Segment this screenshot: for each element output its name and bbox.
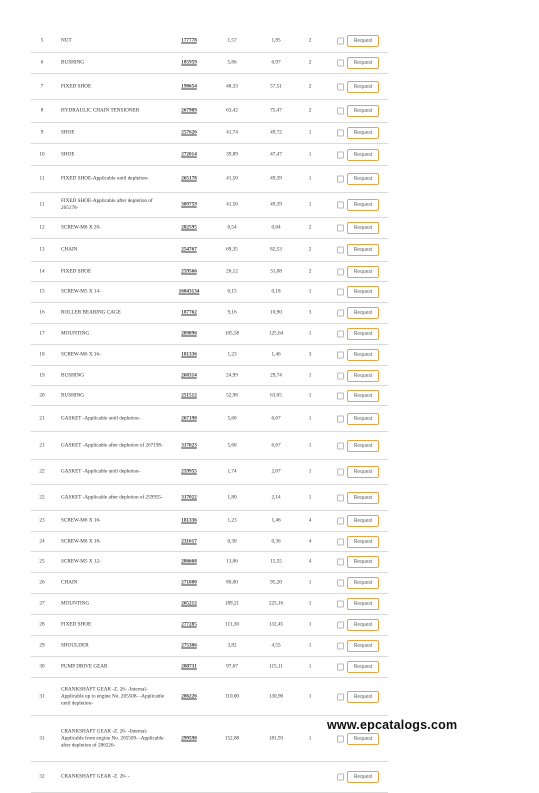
table-row — [31, 678, 388, 716]
quantity: 1 — [308, 642, 312, 649]
part-description: CRANKSHAFT GEAR -Z. 26- -Internal-Applicable from engine No. 205509- -Applicable after depletion of 286226- — [61, 728, 164, 748]
request-button[interactable]: Request — [347, 199, 379, 211]
part-number-link[interactable]: 267909 — [181, 107, 197, 114]
item-number: 13 — [39, 246, 45, 253]
quantity: 1 — [308, 372, 312, 378]
item-number: 26 — [39, 579, 45, 586]
price-net: 9,16 — [227, 309, 237, 316]
quantity: 4 — [308, 538, 312, 544]
table-row — [31, 100, 388, 123]
table-row — [31, 282, 388, 303]
request-button[interactable]: Request — [347, 661, 379, 673]
table-row — [31, 166, 388, 193]
item-number: 10 — [39, 151, 45, 157]
quantity: 4 — [308, 558, 312, 565]
price-gross: 181,93 — [268, 735, 284, 741]
quantity: 2 — [308, 268, 312, 274]
select-checkbox[interactable] — [337, 225, 344, 232]
item-number: 27 — [39, 600, 45, 607]
part-description: FIXED SHOE — [61, 621, 92, 628]
table-row — [31, 30, 388, 53]
price-gross: 49,39 — [270, 175, 282, 182]
price-gross: 225,16 — [268, 600, 284, 607]
select-checkbox[interactable] — [337, 38, 344, 45]
select-checkbox[interactable] — [337, 735, 344, 742]
select-checkbox[interactable] — [337, 310, 344, 317]
table-row — [31, 239, 388, 262]
quantity: 1 — [308, 579, 312, 586]
price-gross: 6,67 — [271, 415, 281, 421]
part-description: GASKET -Applicable after depletion of 267198- — [61, 442, 163, 448]
price-net: 1,74 — [227, 468, 237, 475]
part-description: BUSHING — [61, 392, 85, 398]
part-description: MOUNTING — [61, 330, 90, 337]
price-net: 5,60 — [227, 415, 237, 421]
select-checkbox[interactable] — [337, 83, 344, 90]
select-checkbox[interactable] — [337, 60, 344, 67]
part-number-link[interactable]: 275306 — [181, 642, 197, 649]
select-checkbox[interactable] — [337, 622, 344, 629]
part-number-link[interactable]: 272014 — [181, 151, 197, 157]
price-net: 3,82 — [227, 642, 237, 649]
item-number: 11 — [39, 175, 45, 182]
table-row — [31, 123, 388, 144]
price-net: 41,50 — [226, 201, 238, 208]
part-description: CRANKSHAFT GEAR -Z. 26- -Internal-Applicable up to engine No. 205508- -Applicable until depletion- — [61, 686, 165, 706]
table-row — [31, 386, 388, 406]
request-button[interactable]: Request — [347, 536, 379, 548]
part-number-link[interactable]: 299598 — [181, 735, 197, 741]
table-row — [31, 615, 388, 636]
select-checkbox[interactable] — [337, 331, 344, 338]
price-gross: 130,90 — [268, 693, 284, 699]
price-gross: 125,64 — [268, 330, 284, 337]
select-checkbox[interactable] — [337, 151, 344, 158]
quantity: 1 — [308, 468, 312, 475]
price-gross: 0,18 — [271, 288, 281, 295]
part-number-link[interactable]: 16043134 — [178, 288, 200, 295]
part-number-link[interactable]: 259955 — [181, 468, 197, 475]
request-button[interactable]: Request — [347, 619, 379, 631]
table-row — [31, 262, 388, 282]
select-checkbox[interactable] — [337, 392, 344, 399]
part-number-link[interactable]: 259566 — [181, 268, 197, 274]
part-number-link[interactable]: 286668 — [181, 558, 197, 565]
price-net: 0,15 — [227, 288, 237, 295]
part-description: BUSHING — [61, 59, 85, 66]
item-number: 17 — [39, 330, 45, 337]
price-net: 41,50 — [226, 175, 238, 182]
request-button[interactable]: Request — [347, 328, 379, 340]
price-gross: 0,64 — [271, 224, 281, 231]
price-gross: 1,85 — [271, 37, 281, 44]
part-description: SHOE — [61, 151, 75, 157]
table-row — [31, 636, 388, 657]
part-description: FIXED SHOE — [61, 268, 92, 274]
request-button[interactable]: Request — [347, 349, 379, 361]
quantity: 1 — [308, 175, 312, 182]
request-button[interactable]: Request — [347, 413, 379, 425]
table-row — [31, 406, 388, 432]
price-net: 13,06 — [226, 558, 238, 565]
request-button[interactable]: Request — [347, 127, 379, 139]
select-checkbox[interactable] — [337, 289, 344, 296]
select-checkbox[interactable] — [337, 372, 344, 379]
select-checkbox[interactable] — [337, 130, 344, 137]
quantity: 1 — [308, 735, 312, 741]
part-number-link[interactable]: 282595 — [181, 224, 197, 231]
table-row — [31, 485, 388, 511]
part-description: PUMP DRIVE GEAR — [61, 663, 108, 670]
select-checkbox[interactable] — [337, 469, 344, 476]
part-description: SCREW-M6 X 20- — [61, 224, 101, 231]
price-gross: 29,74 — [270, 372, 282, 378]
quantity: 2 — [308, 246, 312, 253]
request-button[interactable]: Request — [347, 691, 379, 703]
part-description: SCREW-M5 X 12- — [61, 558, 101, 565]
quantity: 1 — [308, 600, 312, 607]
price-gross: 2,14 — [271, 494, 281, 500]
quantity: 1 — [308, 621, 312, 628]
request-button[interactable]: Request — [347, 105, 379, 117]
price-gross: 6,97 — [271, 59, 281, 66]
select-checkbox[interactable] — [337, 538, 344, 545]
select-checkbox[interactable] — [337, 494, 344, 501]
part-number-link[interactable]: 317022 — [181, 494, 197, 500]
part-description: SHOULDER — [61, 642, 89, 649]
quantity: 1 — [308, 663, 312, 670]
part-description: CHAIN — [61, 579, 78, 586]
price-net: 97,67 — [226, 663, 238, 670]
part-number-link[interactable]: 271880 — [181, 579, 197, 586]
table-row — [31, 366, 388, 386]
part-number-link[interactable]: 231617 — [181, 538, 197, 544]
price-net: 52,98 — [226, 392, 238, 398]
price-net: 1,23 — [227, 517, 237, 524]
price-net: 1,57 — [227, 37, 237, 44]
part-number-link[interactable]: 286226 — [181, 693, 197, 699]
quantity: 3 — [308, 351, 312, 358]
table-row — [31, 218, 388, 239]
item-number: 28 — [39, 621, 45, 628]
part-number-link[interactable]: 187762 — [181, 309, 197, 316]
quantity: 4 — [308, 517, 312, 524]
table-row — [31, 193, 388, 218]
table-row — [31, 345, 388, 366]
price-gross: 1,46 — [271, 351, 281, 358]
part-description: FIXED SHOE — [61, 83, 92, 89]
part-description: GASKET -Applicable until depletion- — [61, 415, 141, 421]
item-number: 22 — [39, 468, 45, 475]
price-gross: 31,08 — [270, 268, 282, 274]
item-number: 31 — [39, 693, 45, 699]
item-number: 22 — [39, 494, 45, 500]
request-button[interactable]: Request — [347, 370, 379, 382]
part-number-link[interactable]: 277285 — [181, 621, 197, 628]
select-checkbox[interactable] — [337, 202, 344, 209]
part-description: SHOE — [61, 129, 75, 136]
table-row — [31, 532, 388, 552]
request-button[interactable]: Request — [347, 733, 379, 745]
quantity: 1 — [308, 129, 312, 136]
item-number: 19 — [39, 372, 45, 378]
request-button[interactable]: Request — [347, 771, 379, 783]
request-button[interactable]: Request — [347, 244, 379, 256]
price-net: 39,89 — [226, 151, 238, 157]
part-number-link[interactable]: 198654 — [181, 83, 197, 89]
price-net: 0,30 — [227, 538, 237, 544]
item-number: 32 — [39, 773, 45, 780]
table-row — [31, 432, 388, 460]
price-net: 26,12 — [226, 268, 238, 274]
price-net: 5,86 — [227, 59, 237, 66]
quantity: 1 — [308, 201, 312, 208]
item-number: 5 — [40, 37, 44, 44]
table-row — [31, 594, 388, 615]
table-row — [31, 53, 388, 74]
part-number-link[interactable]: 317023 — [181, 442, 197, 448]
request-button[interactable]: Request — [347, 598, 379, 610]
quantity: 2 — [308, 107, 312, 114]
part-number-link[interactable]: 251512 — [181, 392, 197, 398]
select-checkbox[interactable] — [337, 664, 344, 671]
price-gross: 10,90 — [270, 309, 282, 316]
select-checkbox[interactable] — [337, 601, 344, 608]
item-number: 16 — [39, 309, 45, 316]
price-net: 189,21 — [224, 600, 240, 607]
select-checkbox[interactable] — [337, 247, 344, 254]
request-button[interactable]: Request — [347, 577, 379, 589]
part-number-link[interactable]: 267198 — [181, 415, 197, 421]
part-description: ROLLER BEARING CAGE — [61, 309, 121, 316]
price-net: 111,30 — [225, 621, 239, 628]
request-button[interactable]: Request — [347, 149, 379, 161]
price-gross: 0,36 — [271, 538, 281, 544]
table-row — [31, 303, 388, 324]
price-gross: 49,72 — [270, 129, 282, 136]
part-number-link[interactable]: 268314 — [181, 372, 197, 378]
item-number: 14 — [39, 268, 45, 274]
price-gross: 47,47 — [270, 151, 282, 157]
table-row — [31, 324, 388, 345]
part-number-link[interactable]: 185959 — [181, 59, 197, 66]
price-net: 63,42 — [226, 107, 238, 114]
part-number-link[interactable]: 181336 — [181, 351, 197, 358]
price-gross: 4,55 — [271, 642, 281, 649]
quantity: 1 — [308, 151, 312, 157]
price-gross: 15,55 — [270, 558, 282, 565]
request-button[interactable]: Request — [347, 286, 379, 298]
select-checkbox[interactable] — [337, 774, 344, 781]
table-row — [31, 74, 388, 100]
price-net: 110,00 — [224, 693, 240, 699]
request-button[interactable]: Request — [347, 556, 379, 568]
price-net: 41,74 — [226, 129, 238, 136]
price-net: 1,80 — [227, 494, 237, 500]
price-gross: 132,45 — [268, 621, 284, 628]
parts-table — [31, 30, 388, 793]
part-description: GASKET -Applicable until depletion- — [61, 468, 141, 475]
item-number: 15 — [39, 288, 45, 295]
select-checkbox[interactable] — [337, 268, 344, 275]
price-net: 69,35 — [226, 246, 238, 253]
item-number: 9 — [40, 129, 44, 136]
select-checkbox[interactable] — [337, 580, 344, 587]
part-number-link[interactable]: 265178 — [181, 175, 197, 182]
part-number-link[interactable]: 289896 — [181, 330, 197, 337]
item-number: 11 — [39, 201, 45, 208]
part-description: CRANKSHAFT GEAR -Z. 26- - — [61, 773, 130, 780]
part-description: BUSHING — [61, 372, 85, 378]
part-description: SCREW-M6 X 16- — [61, 517, 101, 524]
request-button[interactable]: Request — [347, 81, 379, 93]
item-number: 12 — [39, 224, 45, 231]
price-gross: 82,53 — [270, 246, 282, 253]
request-button[interactable]: Request — [347, 57, 379, 69]
part-description: FIXED SHOE-Applicable after depletion of 265178- — [61, 198, 153, 211]
request-button[interactable]: Request — [347, 35, 379, 47]
select-checkbox[interactable] — [337, 442, 344, 449]
price-net: 24,99 — [226, 372, 238, 378]
select-checkbox[interactable] — [337, 415, 344, 422]
select-checkbox[interactable] — [337, 693, 344, 700]
price-gross: 95,20 — [270, 579, 282, 586]
table-row — [31, 552, 388, 573]
quantity: 1 — [308, 415, 312, 421]
item-number: 23 — [39, 517, 45, 524]
item-number: 31 — [39, 735, 45, 741]
price-gross: 63,05 — [270, 392, 282, 398]
item-number: 7 — [40, 83, 44, 89]
quantity: 2 — [308, 59, 312, 66]
item-number: 6 — [40, 59, 44, 66]
part-number-link[interactable]: 288731 — [181, 663, 197, 670]
part-description: FIXED SHOE-Applicable until depletion- — [61, 175, 149, 182]
select-checkbox[interactable] — [337, 559, 344, 566]
part-description: SCREW-M6 X 18- — [61, 538, 101, 544]
price-gross: 6,67 — [271, 442, 281, 448]
request-button[interactable]: Request — [347, 266, 379, 278]
item-number: 20 — [39, 392, 45, 398]
quantity: 1 — [308, 494, 312, 500]
price-gross: 75,47 — [270, 107, 282, 114]
part-description: HYDRAULIC CHAIN TENSIONER — [61, 107, 140, 114]
part-number-link[interactable]: 309759 — [181, 201, 197, 208]
request-button[interactable]: Request — [347, 390, 379, 402]
item-number: 24 — [39, 538, 45, 544]
price-gross: 57,51 — [270, 83, 282, 89]
part-number-link[interactable]: 254767 — [181, 246, 197, 253]
price-net: 1,23 — [227, 351, 237, 358]
table-row — [31, 657, 388, 678]
table-row — [31, 460, 388, 485]
table-row — [31, 762, 388, 793]
request-button[interactable]: Request — [347, 440, 379, 452]
quantity: 2 — [308, 37, 312, 44]
price-net: 5,60 — [227, 442, 237, 448]
quantity: 1 — [308, 442, 312, 448]
price-net: 105,58 — [224, 330, 240, 337]
part-description: MOUNTING — [61, 600, 90, 607]
item-number: 30 — [39, 663, 45, 670]
table-row — [31, 573, 388, 594]
part-number-link[interactable]: 257626 — [181, 129, 197, 136]
price-gross: 115,11 — [269, 663, 283, 670]
part-description: SCREW-M5 X 14- — [61, 288, 101, 295]
request-button[interactable]: Request — [347, 222, 379, 234]
price-gross: 2,07 — [271, 468, 281, 475]
request-button[interactable]: Request — [347, 492, 379, 504]
select-checkbox[interactable] — [337, 108, 344, 115]
price-gross: 1,46 — [271, 517, 281, 524]
quantity: 2 — [308, 83, 312, 89]
price-gross: 49,39 — [270, 201, 282, 208]
select-checkbox[interactable] — [337, 176, 344, 183]
item-number: 25 — [39, 558, 45, 565]
quantity: 1 — [308, 330, 312, 337]
quantity: 2 — [308, 224, 312, 231]
part-number-link[interactable]: 181336 — [181, 517, 197, 524]
watermark: www.epcatalogs.com — [327, 718, 458, 732]
request-button[interactable]: Request — [347, 173, 379, 185]
price-net: 152,88 — [224, 735, 240, 741]
request-button[interactable]: Request — [347, 466, 379, 478]
quantity: 1 — [308, 693, 312, 699]
item-number: 18 — [39, 351, 45, 358]
quantity: 3 — [308, 309, 312, 316]
part-number-link[interactable]: 265212 — [181, 600, 197, 607]
part-description: CHAIN — [61, 246, 78, 253]
request-button[interactable]: Request — [347, 307, 379, 319]
item-number: 8 — [40, 107, 44, 114]
price-net: 48,33 — [226, 83, 238, 89]
part-description: GASKET -Applicable after depletion of 259955- — [61, 494, 163, 500]
price-net: 0,54 — [227, 224, 237, 231]
request-button[interactable]: Request — [347, 640, 379, 652]
quantity: 1 — [308, 392, 312, 398]
item-number: 21 — [39, 442, 45, 448]
request-button[interactable]: Request — [347, 515, 379, 527]
quantity: 1 — [308, 288, 312, 295]
item-number: 21 — [39, 415, 45, 421]
part-number-link[interactable]: 177778 — [181, 37, 197, 44]
table-row — [31, 144, 388, 166]
price-net: 80,00 — [226, 579, 238, 586]
item-number: 29 — [39, 642, 45, 649]
select-checkbox[interactable] — [337, 643, 344, 650]
table-row — [31, 511, 388, 532]
select-checkbox[interactable] — [337, 518, 344, 525]
part-description: NUT — [61, 37, 72, 44]
select-checkbox[interactable] — [337, 352, 344, 359]
part-description: SCREW-M6 X 16- — [61, 351, 101, 358]
